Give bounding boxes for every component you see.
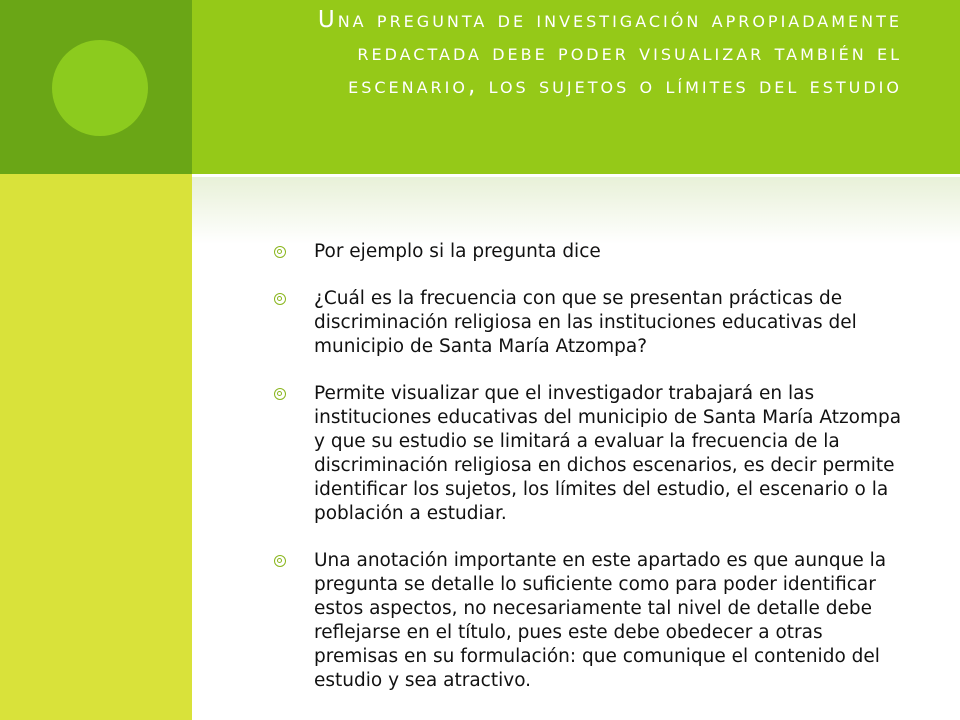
sidebar-bottom-panel (0, 174, 192, 720)
bullet-text: Por ejemplo si la pregunta dice (314, 241, 601, 262)
bullet-item (262, 549, 912, 693)
target-circle-icon (274, 555, 286, 567)
decorative-circle (52, 40, 148, 136)
bullet-item (262, 382, 912, 526)
target-circle-icon (274, 293, 286, 305)
bullet-text: Una anotación importante en este apartado es que aunque la pregunta se detalle lo suficiente como para poder identificar estos aspectos, no necesariamente tal nivel de detalle debe reflejarse en el título, pues este debe obedecer a otras premisas en su formulación: que comunique el contenido del estudio y sea atractivo. (314, 550, 887, 691)
bullet-text: ¿Cuál es la frecuencia con que se presentan prácticas de discriminación religiosa en las instituciones educativas del municipio de Santa María Atzompa? (314, 288, 857, 357)
bullet-text: Permite visualizar que el investigador trabajará en las instituciones educativas del municipio de Santa María Atzompa y que su estudio se limitará a evaluar la frecuencia de la discriminación religiosa en dichos escenarios, es decir permite identificar los sujetos, los límites del estudio, el escenario o la población a estudiar. (314, 383, 902, 524)
bullet-item (262, 240, 912, 264)
title-banner (192, 0, 960, 174)
bullet-list (262, 240, 912, 716)
bullet-item (262, 287, 912, 359)
banner-divider (192, 174, 960, 177)
target-circle-icon (274, 388, 286, 400)
banner-shadow (192, 174, 960, 244)
slide-title: Una pregunta de investigación apropiadamente redactada debe poder visualizar también el escenario, los sujetos o límites del estudio (317, 7, 902, 99)
sidebar-top-panel (0, 0, 192, 174)
target-circle-icon (274, 246, 286, 258)
